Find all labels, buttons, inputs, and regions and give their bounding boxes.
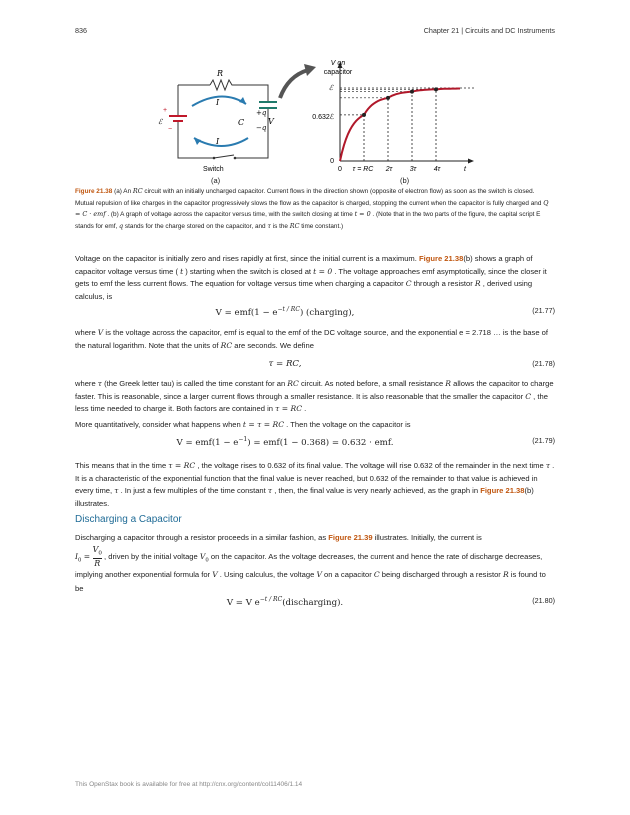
equation-number: (21.78) [532,359,555,368]
figure-caption: Figure 21.38 (a) An RC circuit with an initially uncharged capacitor. Current flows in the direction shown (opposite of electron flow) as soon as the switch is closed. Mutual repulsion of like charges in the capacitor progressively slows the flow as the capacitor is charged, stopping the current when the capacitor is fully charged and Q = C · emf . (b) A graph of voltage across the capacitor versus time, with the switch closing at time t = 0 . (Note that in the two parts of the figure, the capital script E stands for emf, q stands for the charge stored on the capacitor, and τ is the RC time constant.) [75,187,549,230]
data-point-1 [362,113,366,117]
data-point-2 [386,96,390,100]
caption-figure-label: Figure 21.38 [75,188,113,195]
figure-link-21-39[interactable]: Figure 21.39 [328,533,373,542]
page-number: 836 [75,26,87,35]
voltage-graph [312,60,474,173]
current-label-bottom: I [216,137,220,146]
section-heading: Discharging a Capacitor [75,514,182,525]
equation-21-79: $V = emf(1 - e^{-1}) = emf(1 - 0.368) = 0.632$ · emf. (21.79) [176,436,555,448]
capacitor-minus-q: −q [256,124,267,132]
capacitor-label: C [238,118,245,127]
x-axis-label: t [464,166,466,173]
y-label-line1: V on [330,60,346,67]
battery-plus-sign: + [163,107,168,114]
y-tick-emf: ℰ [328,84,333,92]
paragraph-3: where τ (the Greek letter tau) is called the time constant for an RC circuit. As noted before, a small resistance R allows the capacitor to charge faster. This is reasonable, since a larger current flows through a smaller resistance. It is also reasonable that the smaller the capacitor C , the less time needed to charge it. Both factors are contained in τ = RC . [75,379,554,414]
y-label-line2: capacitor [323,69,353,76]
y-tick-0632: 0.632ℰ [312,114,334,121]
data-point-3 [410,90,414,94]
figure-link-21-38b[interactable]: Figure 21.38 [480,486,525,496]
equation-21-77: $V = emf(1 - e^{-t / RC})$ (charging), (21.77) [215,306,555,318]
figure-21-38 [150,58,480,190]
current-fraction: $\frac{V_0}{R}$ [92,544,102,569]
charging-curve [340,89,460,162]
equation-21-78: τ = RC, (21.78) [268,359,555,369]
paragraph-4: More quantitatively, consider what happens when t = τ = RC . Then the voltage on the capacitor is [75,420,411,429]
equation-number: (21.77) [532,306,555,315]
sublabel-a: (a) [211,176,221,185]
resistor-label: R [217,69,224,78]
capacitor-plus-q: +q [256,109,267,117]
equation-number: (21.80) [532,596,555,605]
x-tick-tau: τ = RC [352,166,374,173]
chart-guides [340,88,474,161]
figure-link-21-38[interactable]: Figure 21.38 [418,254,464,263]
connector-arrow [280,70,308,98]
switch-label: Switch [203,166,224,173]
y-tick-zero: 0 [330,158,334,165]
paragraph-1: Voltage on the capacitor is initially zero and rises rapidly at first, since the initial current is a maximum. Figure 21.38(b) shows a graph of capacitor voltage versus time ( t ) starting when the switch is closed at t = 0 . The voltage approaches emf asymptotically, since the closer it gets to emf the less current flows. The equation for voltage versus time when charging a capacitor C through a resistor R , derived using calculus, is [75,254,547,301]
figure-svg [150,58,480,190]
resistor-symbol [210,80,234,90]
paragraph-5: This means that in the time τ = RC , the voltage rises to 0.632 of its final value. The voltage will rise 0.632 of the remainder in the next time τ . It is a characteristic of the exponential function that the final value is never reached, but 0.632 of the remainder to that value is achieved in every time, τ . In just a few multiples of the time constant τ , then, the final value is very nearly achieved, as the graph in Figure 21.38(b) illustrates. [75,461,555,508]
equation-21-80: V = V $e^{-t / RC}(discharging)$. (21.80) [226,596,555,608]
equation-number: (21.79) [532,436,555,445]
paragraph-2: where V is the voltage across the capacitor, emf is equal to the emf of the DC voltage source, and the exponential e = 2.718 … is the base of the natural logarithm. Note that the units of RC are seconds. We define [75,328,548,350]
chapter-title: Chapter 21 | Circuits and DC Instruments [423,26,555,35]
current-arrow-bottom [194,138,248,146]
x-tick-zero: 0 [338,166,342,173]
sublabel-b: (b) [400,176,410,185]
voltage-label: V [268,117,274,126]
x-tick-4tau: 4τ [433,166,441,173]
circuit-diagram [158,69,277,173]
battery-minus-sign: − [168,126,173,133]
switch-blade [214,155,234,158]
paragraph-6: Discharging a capacitor through a resistor proceeds in a similar fashion, as Figure 21.39 illustrates. Initially, the current is $I_0$ = $\frac{V_0}{R}$ , driven by the initial voltage $V_0$ on the capacitor. As the voltage decreases, the current and hence the rate of discharge decreases, implying another exponential formula for V . Using calculus, the voltage V on a capacitor C being discharged through a resistor R is found to be [75,533,546,593]
data-point-4 [434,87,438,91]
footer-note: This OpenStax book is available for free at http://cnx.org/content/col11406/1.14 [75,781,303,788]
emf-label: ℰ [158,118,163,126]
x-tick-3tau: 3τ [409,166,417,173]
x-tick-2tau: 2τ [385,166,393,173]
current-label-top: I [216,98,220,107]
